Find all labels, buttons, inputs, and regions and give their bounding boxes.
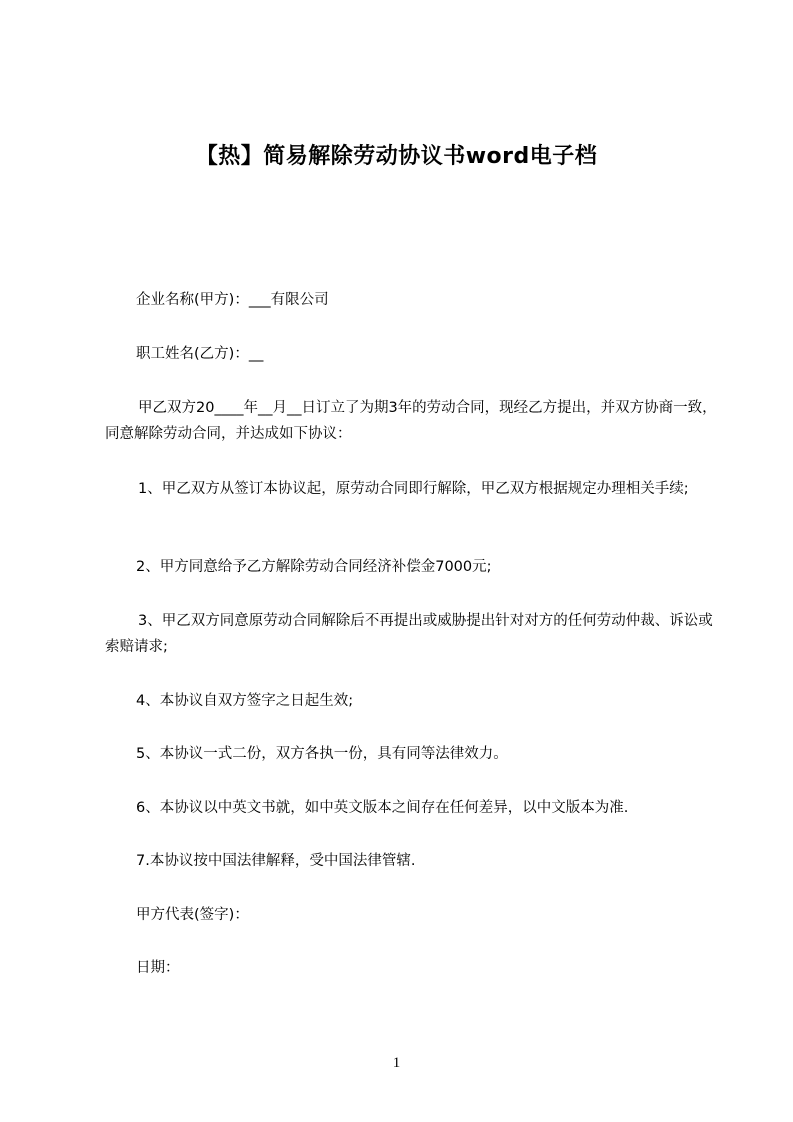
date-line: 日期： (136, 960, 180, 976)
employee-name-line: 职工姓名(乙方)：__ (136, 346, 264, 362)
page-number: 1 (392, 1055, 401, 1071)
clause-3: 3、甲乙双方同意原劳动合同解除后不再提出或威胁提出针对对方的任何劳动仲裁、诉讼或索赔请求; (105, 613, 713, 655)
clause-4: 4、本协议自双方签字之日起生效; (136, 693, 354, 709)
clause-5: 5、本协议一式二份，双方各执一份，具有同等法律效力。 (136, 746, 508, 762)
agreement-intro-paragraph: 甲乙双方20____年__月__日订立了为期3年的劳动合同，现经乙方提出，并双方协商一致，同意解除劳动合同，并达成如下协议： (105, 400, 717, 442)
document-title: 【热】简易解除劳动协议书word电子档 (195, 144, 598, 169)
clause-1: 1、甲乙双方从签订本协议起，原劳动合同即行解除，甲乙双方根据规定办理相关手续; (138, 481, 689, 497)
clause-7: 7.本协议按中国法律解释，受中国法律管辖. (136, 853, 416, 869)
company-name-line: 企业名称(甲方)：___有限公司 (136, 292, 329, 308)
clause-6: 6、本协议以中英文书就，如中英文版本之间存在任何差异，以中文版本为准. (136, 800, 629, 816)
clause-2: 2、甲方同意给予乙方解除劳动合同经济补偿金7000元; (136, 559, 492, 575)
party-a-signature-line: 甲方代表(签字)： (136, 907, 249, 923)
